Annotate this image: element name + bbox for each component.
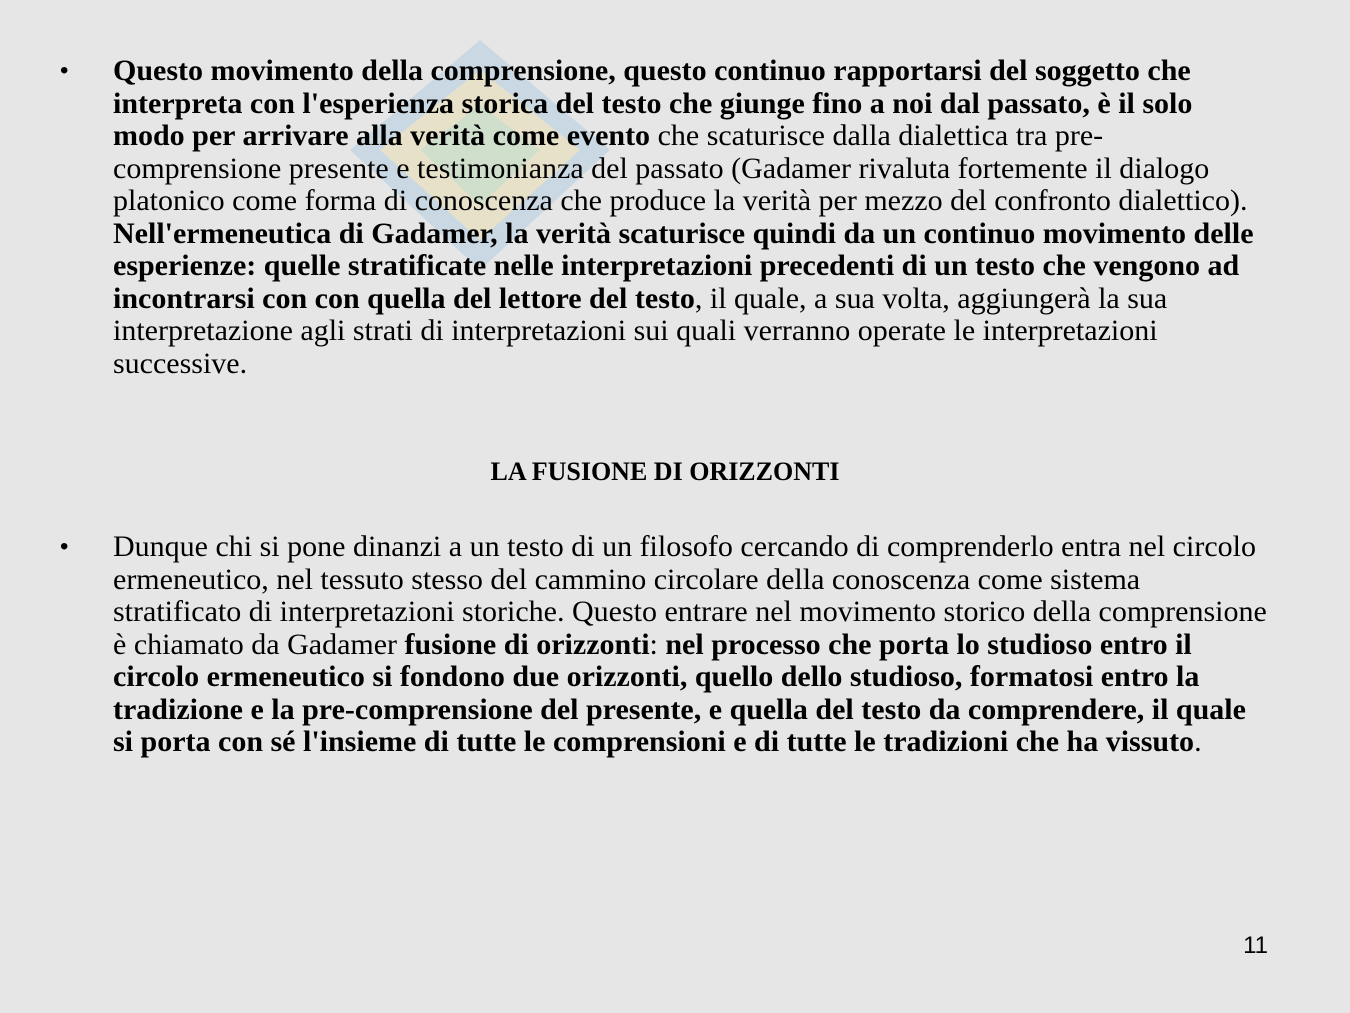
normal-text: Dunque chi si pone dinanzi a un testo di un filosofo cercando di comprenderlo entra nel circolo ermeneutico, nel tessuto stesso del cammino circolare della conoscenza come sistema stratificato di interpretazioni storiche. Questo entrare nel movimento storico della comprensione è chiamato da Gadamer <box>113 530 1267 661</box>
bullet-item-verita <box>60 55 1270 380</box>
normal-text: che scaturisce dalla dialettica tra pre-comprensione presente e testimonianza del passato (Gadamer rivaluta fortemente il dialogo platonico come forma di conoscenza che produce la verità per mezzo del confronto dialettico). <box>113 119 1248 217</box>
bold-text: nel processo che porta lo studioso entro il circolo ermeneutico si fondono due orizzonti, quello dello studioso, formatosi entro la tradizione e la pre-comprensione del presente, e quella del testo da comprendere, il quale si porta con sé l'insieme di tutte le comprensioni e di tutte le tradizioni che ha vissuto <box>113 627 1246 758</box>
bullet-text <box>113 531 1270 759</box>
bold-text: Nell'ermeneutica di Gadamer, la verità scaturisce quindi da un continuo movimento delle esperienze: quelle stratificate nelle interpretazioni precedenti di un testo che vengono ad incontrarsi con con quella del lettore del testo <box>113 216 1254 315</box>
normal-text: : <box>649 627 666 661</box>
normal-text: . <box>1194 725 1202 758</box>
section-heading: LA FUSIONE DI ORIZZONTI <box>490 457 840 486</box>
bullet-item-fusione <box>60 531 1270 759</box>
normal-text: , il quale, a sua volta, aggiungerà la sua interpretazione agli strati di interpretazioni sui quali verranno operate le interpretazioni successive. <box>113 281 1168 380</box>
paragraph-ermeneutica-gadamer <box>113 218 1270 381</box>
bullet-marker: • <box>60 533 69 560</box>
page-number: 11 <box>1243 932 1268 959</box>
paragraph-fusione-orizzonti <box>113 531 1270 759</box>
bullet-marker: • <box>60 57 69 84</box>
bold-text: Questo movimento della comprensione, questo continuo rapportarsi del soggetto che interpreta con l'esperienza storica del testo che giunge fino a noi dal passato, è il solo modo per arrivare alla verità come evento <box>113 54 1193 152</box>
bullet-text <box>113 55 1270 380</box>
bold-text: fusione di orizzonti <box>404 627 650 661</box>
paragraph-verita-evento <box>113 55 1270 218</box>
